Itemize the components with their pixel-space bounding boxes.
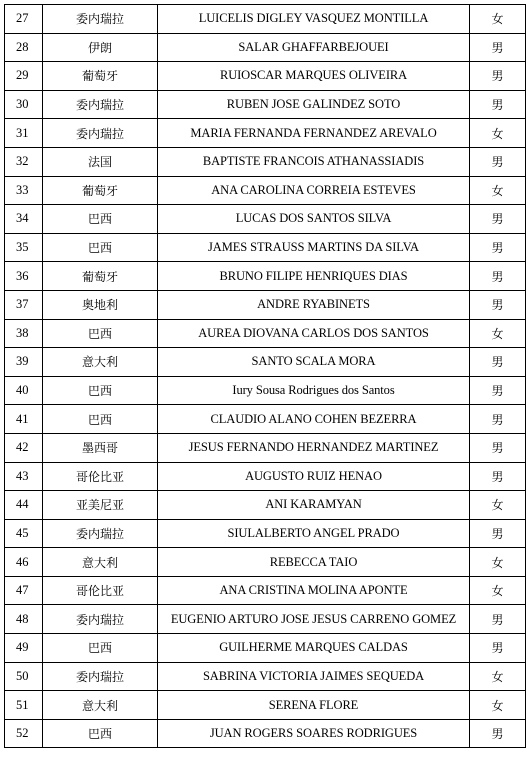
name-cell: ANA CRISTINA MOLINA APONTE <box>158 576 470 605</box>
table-row <box>5 205 526 234</box>
table-body <box>5 5 526 748</box>
gender-cell: 女 <box>470 691 526 720</box>
gender-cell: 男 <box>470 719 526 748</box>
row-number: 30 <box>5 90 43 119</box>
row-number: 33 <box>5 176 43 205</box>
name-cell: CLAUDIO ALANO COHEN BEZERRA <box>158 405 470 434</box>
country-cell: 巴西 <box>43 205 158 234</box>
country-cell: 巴西 <box>43 405 158 434</box>
row-number: 32 <box>5 147 43 176</box>
name-cell: RUIOSCAR MARQUES OLIVEIRA <box>158 62 470 91</box>
name-cell: JESUS FERNANDO HERNANDEZ MARTINEZ <box>158 433 470 462</box>
table-row <box>5 90 526 119</box>
row-number: 52 <box>5 719 43 748</box>
name-cell: GUILHERME MARQUES CALDAS <box>158 634 470 663</box>
table-row <box>5 62 526 91</box>
name-cell: Iury Sousa Rodrigues dos Santos <box>158 376 470 405</box>
gender-cell: 女 <box>470 576 526 605</box>
country-cell: 巴西 <box>43 233 158 262</box>
gender-cell: 男 <box>470 147 526 176</box>
name-cell: ANA CAROLINA CORREIA ESTEVES <box>158 176 470 205</box>
row-number: 47 <box>5 576 43 605</box>
table-row <box>5 576 526 605</box>
gender-cell: 女 <box>470 176 526 205</box>
country-cell: 委内瑞拉 <box>43 5 158 34</box>
country-cell: 意大利 <box>43 548 158 577</box>
name-cell: REBECCA TAIO <box>158 548 470 577</box>
table-row <box>5 262 526 291</box>
country-cell: 巴西 <box>43 634 158 663</box>
gender-cell: 男 <box>470 605 526 634</box>
row-number: 35 <box>5 233 43 262</box>
gender-cell: 女 <box>470 548 526 577</box>
row-number: 40 <box>5 376 43 405</box>
row-number: 50 <box>5 662 43 691</box>
row-number: 31 <box>5 119 43 148</box>
table-row <box>5 433 526 462</box>
name-cell: BRUNO FILIPE HENRIQUES DIAS <box>158 262 470 291</box>
country-cell: 亚美尼亚 <box>43 491 158 520</box>
gender-cell: 男 <box>470 290 526 319</box>
gender-cell: 男 <box>470 233 526 262</box>
country-cell: 葡萄牙 <box>43 62 158 91</box>
row-number: 29 <box>5 62 43 91</box>
table-row <box>5 462 526 491</box>
table-row <box>5 348 526 377</box>
gender-cell: 男 <box>470 262 526 291</box>
gender-cell: 女 <box>470 662 526 691</box>
table-row <box>5 233 526 262</box>
country-cell: 巴西 <box>43 719 158 748</box>
country-cell: 哥伦比亚 <box>43 576 158 605</box>
country-cell: 意大利 <box>43 348 158 377</box>
name-cell: EUGENIO ARTURO JOSE JESUS CARRENO GOMEZ <box>158 605 470 634</box>
country-cell: 法国 <box>43 147 158 176</box>
country-cell: 奥地利 <box>43 290 158 319</box>
row-number: 28 <box>5 33 43 62</box>
row-number: 51 <box>5 691 43 720</box>
gender-cell: 男 <box>470 634 526 663</box>
gender-cell: 男 <box>470 90 526 119</box>
country-cell: 哥伦比亚 <box>43 462 158 491</box>
table-row <box>5 662 526 691</box>
gender-cell: 男 <box>470 519 526 548</box>
name-cell: AUGUSTO RUIZ HENAO <box>158 462 470 491</box>
gender-cell: 男 <box>470 405 526 434</box>
country-cell: 伊朗 <box>43 33 158 62</box>
table-row <box>5 548 526 577</box>
name-cell: SALAR GHAFFARBEJOUEI <box>158 33 470 62</box>
participant-table <box>4 4 526 748</box>
name-cell: LUICELIS DIGLEY VASQUEZ MONTILLA <box>158 5 470 34</box>
table-row <box>5 691 526 720</box>
country-cell: 葡萄牙 <box>43 262 158 291</box>
country-cell: 委内瑞拉 <box>43 90 158 119</box>
country-cell: 委内瑞拉 <box>43 605 158 634</box>
table-row <box>5 491 526 520</box>
country-cell: 意大利 <box>43 691 158 720</box>
name-cell: BAPTISTE FRANCOIS ATHANASSIADIS <box>158 147 470 176</box>
name-cell: SIULALBERTO ANGEL PRADO <box>158 519 470 548</box>
row-number: 36 <box>5 262 43 291</box>
row-number: 49 <box>5 634 43 663</box>
gender-cell: 女 <box>470 5 526 34</box>
name-cell: ANDRE RYABINETS <box>158 290 470 319</box>
name-cell: LUCAS DOS SANTOS SILVA <box>158 205 470 234</box>
table-row <box>5 405 526 434</box>
row-number: 39 <box>5 348 43 377</box>
table-row <box>5 290 526 319</box>
gender-cell: 女 <box>470 491 526 520</box>
country-cell: 委内瑞拉 <box>43 519 158 548</box>
country-cell: 委内瑞拉 <box>43 662 158 691</box>
table-row <box>5 519 526 548</box>
country-cell: 委内瑞拉 <box>43 119 158 148</box>
gender-cell: 女 <box>470 119 526 148</box>
gender-cell: 男 <box>470 33 526 62</box>
name-cell: SABRINA VICTORIA JAIMES SEQUEDA <box>158 662 470 691</box>
name-cell: MARIA FERNANDA FERNANDEZ AREVALO <box>158 119 470 148</box>
name-cell: JAMES STRAUSS MARTINS DA SILVA <box>158 233 470 262</box>
table-row <box>5 319 526 348</box>
country-cell: 葡萄牙 <box>43 176 158 205</box>
gender-cell: 女 <box>470 319 526 348</box>
gender-cell: 男 <box>470 205 526 234</box>
row-number: 43 <box>5 462 43 491</box>
name-cell: JUAN ROGERS SOARES RODRIGUES <box>158 719 470 748</box>
gender-cell: 男 <box>470 62 526 91</box>
table-row <box>5 5 526 34</box>
table-row <box>5 33 526 62</box>
table-row <box>5 719 526 748</box>
gender-cell: 男 <box>470 348 526 377</box>
country-cell: 墨西哥 <box>43 433 158 462</box>
country-cell: 巴西 <box>43 319 158 348</box>
table-row <box>5 376 526 405</box>
gender-cell: 男 <box>470 462 526 491</box>
table-row <box>5 605 526 634</box>
table-row <box>5 119 526 148</box>
name-cell: SERENA FLORE <box>158 691 470 720</box>
row-number: 37 <box>5 290 43 319</box>
row-number: 46 <box>5 548 43 577</box>
row-number: 44 <box>5 491 43 520</box>
row-number: 27 <box>5 5 43 34</box>
participant-list <box>4 4 525 748</box>
name-cell: RUBEN JOSE GALINDEZ SOTO <box>158 90 470 119</box>
name-cell: SANTO SCALA MORA <box>158 348 470 377</box>
country-cell: 巴西 <box>43 376 158 405</box>
name-cell: AUREA DIOVANA CARLOS DOS SANTOS <box>158 319 470 348</box>
row-number: 48 <box>5 605 43 634</box>
table-row <box>5 176 526 205</box>
table-row <box>5 147 526 176</box>
row-number: 38 <box>5 319 43 348</box>
gender-cell: 男 <box>470 433 526 462</box>
row-number: 41 <box>5 405 43 434</box>
table-row <box>5 634 526 663</box>
row-number: 45 <box>5 519 43 548</box>
name-cell: ANI KARAMYAN <box>158 491 470 520</box>
row-number: 42 <box>5 433 43 462</box>
gender-cell: 男 <box>470 376 526 405</box>
row-number: 34 <box>5 205 43 234</box>
